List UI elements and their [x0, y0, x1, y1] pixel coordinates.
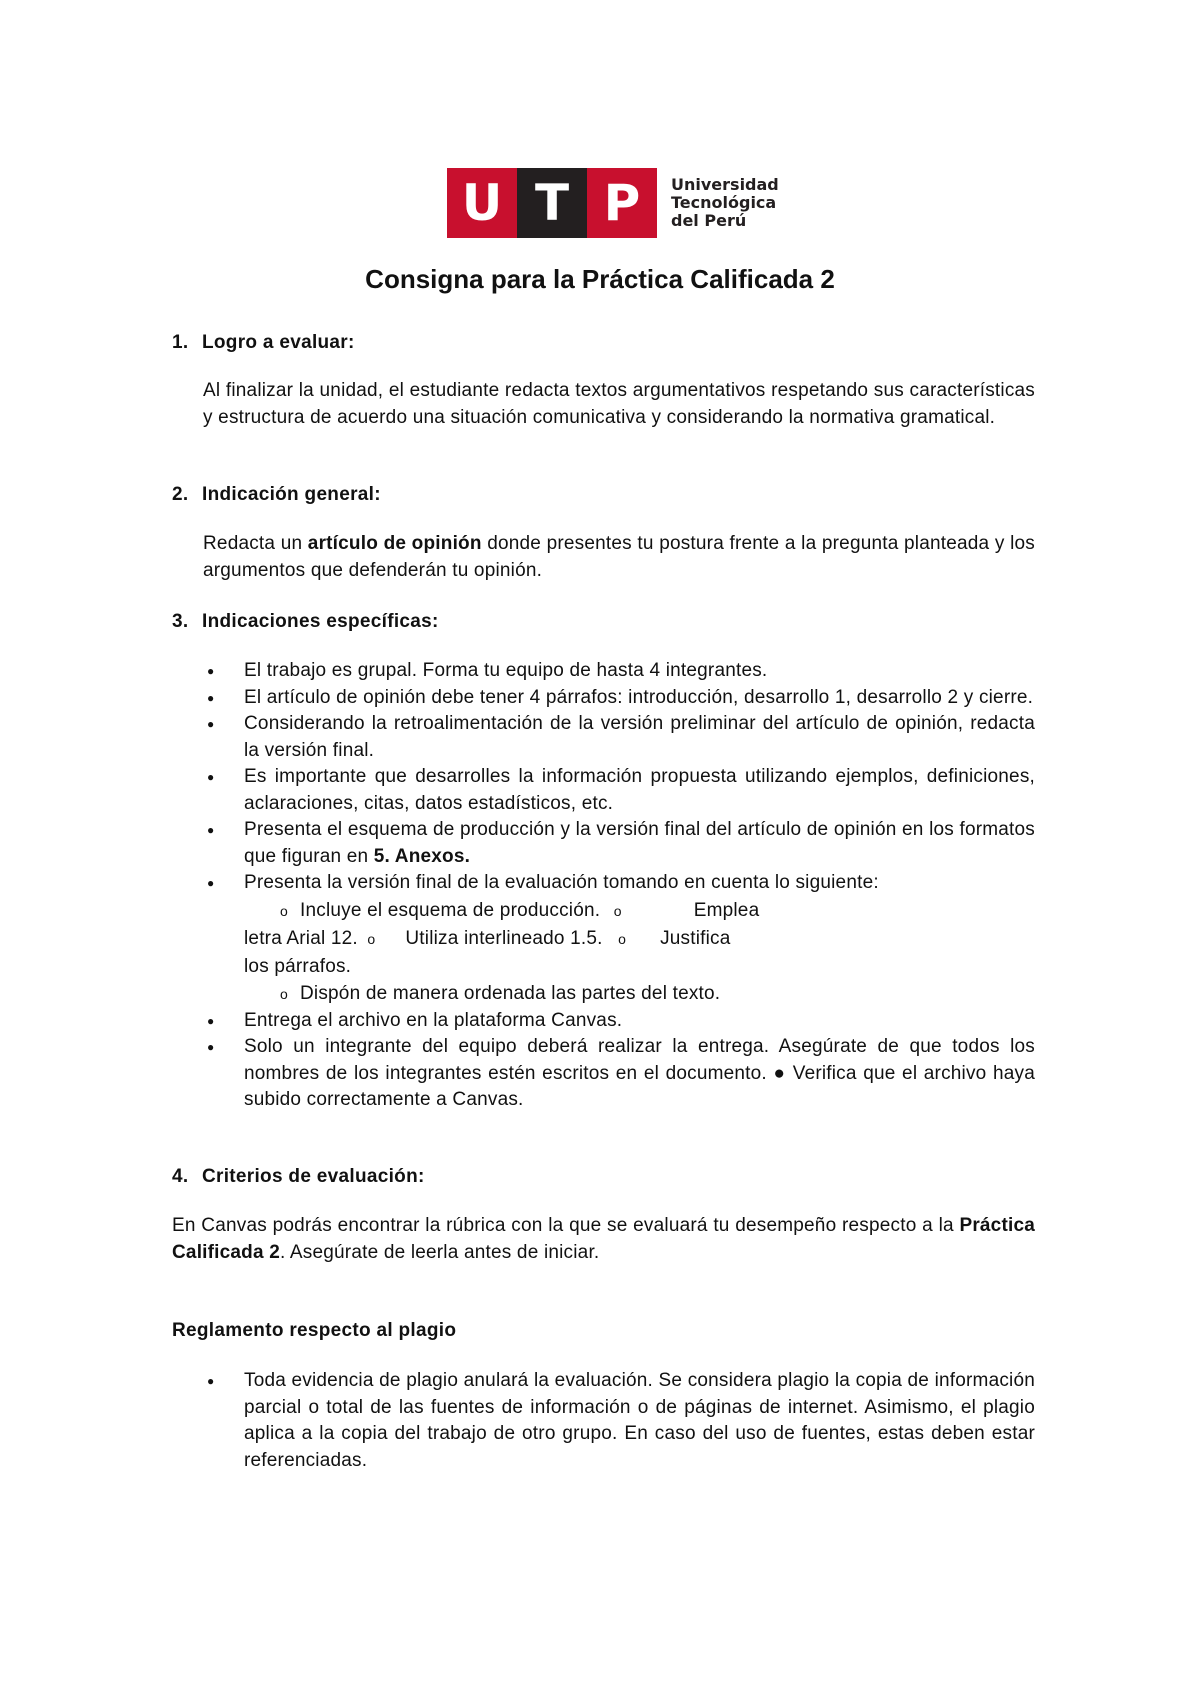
utp-logo	[447, 168, 779, 238]
list-item	[203, 1008, 1035, 1035]
sub-item-text: Dispón de manera ordenada las partes del texto.	[300, 982, 721, 1004]
list-item	[203, 658, 1035, 685]
bullet-icon: ●	[207, 823, 215, 837]
list-item	[203, 711, 1035, 764]
sub-item-text: los párrafos.	[244, 955, 352, 977]
sub-bullet-icon: o	[280, 902, 288, 919]
bullet-icon: ●	[207, 717, 215, 731]
section-4-number: 4.	[172, 1166, 189, 1187]
section-4-text-bold: Práctica Calificada 2	[172, 1215, 1035, 1263]
list-item	[203, 764, 1035, 817]
list-item-text: Presenta el esquema de producción y la versión final del artículo de opinión en los formatos que figuran en	[244, 819, 1035, 867]
section-4-text-end: . Asegúrate de leerla antes de iniciar.	[280, 1241, 600, 1263]
bullet-icon: ●	[207, 690, 215, 705]
list-item-text: Solo un integrante del equipo deberá realizar la entrega. Asegúrate de que todos los nombres de los integrantes estén escritos en el documento. ● Verifica que el archivo haya subido correctamente a Canvas.	[244, 1036, 1035, 1110]
list-item	[203, 870, 1035, 1008]
sub-bullet-icon: o	[367, 930, 376, 947]
section-4-text	[172, 1213, 1035, 1266]
sub-list-line-4	[244, 980, 1035, 1008]
section-4-heading	[172, 1166, 425, 1188]
section-4-text-start: En Canvas podrás encontrar la rúbrica con la que se evaluará tu desempeño respecto a la	[172, 1215, 960, 1236]
logo-letter-t: T	[517, 168, 587, 238]
document-title: Consigna para la Práctica Calificada 2	[365, 264, 835, 294]
list-item-text: Es importante que desarrolles la información propuesta utilizando ejemplos, definiciones, aclaraciones, citas, datos estadísticos, etc.	[244, 766, 1035, 814]
section-1-number: 1.	[172, 332, 189, 353]
bullet-icon: ●	[207, 770, 215, 784]
section-3-number: 3.	[172, 611, 189, 632]
bullet-icon: ●	[207, 1013, 215, 1028]
plagio-list	[203, 1368, 1035, 1474]
logo-line-3: del Perú	[671, 211, 747, 230]
logo-line-2: Tecnológica	[671, 193, 777, 212]
sub-bullet-icon: o	[613, 902, 622, 919]
list-item-text: Entrega el archivo en la plataforma Canvas.	[244, 1009, 623, 1031]
section-2-text-end: donde presentes tu postura frente a la pregunta planteada y los argumentos que defenderán tu opinión.	[203, 533, 1035, 581]
section-2-text	[203, 531, 1035, 584]
section-1-text: Al finalizar la unidad, el estudiante redacta textos argumentativos respetando sus características y estructura de acuerdo una situación comunicativa y considerando la normativa gramatical.	[203, 380, 1035, 428]
section-2-heading	[172, 484, 381, 506]
sub-item-text: Incluye el esquema de producción.	[300, 899, 601, 921]
logo-letter-u: U	[447, 168, 517, 238]
section-1-title: Logro a evaluar:	[202, 332, 355, 353]
bullet-icon: ●	[207, 664, 215, 678]
bullet-icon: ●	[207, 876, 215, 890]
sub-item-text: Justifica	[660, 927, 731, 949]
sub-item-text: Emplea	[693, 899, 760, 921]
anexos-reference: 5. Anexos.	[373, 845, 471, 867]
section-2-text-start: Redacta un	[203, 533, 308, 554]
section-3-title: Indicaciones específicas:	[202, 611, 439, 632]
section-2-number: 2.	[172, 484, 189, 505]
plagio-heading: Reglamento respecto al plagio	[172, 1320, 457, 1341]
sub-item-text: letra Arial 12.	[244, 927, 358, 949]
list-item	[203, 1368, 1035, 1474]
list-item	[203, 1034, 1035, 1114]
list-item-text: Toda evidencia de plagio anulará la evaluación. Se considera plagio la copia de información parcial o total de las fuentes de información o de páginas de internet. Asimismo, el plagio aplica a la copia del trabajo de otro grupo. En caso del uso de fuentes, estas deben estar referenciadas.	[244, 1370, 1035, 1471]
sub-list-line-1	[244, 897, 1035, 925]
sub-list-line-2	[244, 925, 1035, 953]
bullet-icon: ●	[207, 1374, 215, 1388]
section-1-heading	[172, 332, 355, 354]
list-item	[203, 817, 1035, 870]
list-item-text: El artículo de opinión debe tener 4 párrafos: introducción, desarrollo 1, desarrollo 2 y cierre.	[244, 686, 1034, 708]
list-item-text: El trabajo es grupal. Forma tu equipo de hasta 4 integrantes.	[244, 660, 768, 681]
section-2-title: Indicación general:	[202, 484, 381, 505]
section-3-list	[203, 658, 1035, 1114]
sub-bullet-icon: o	[618, 930, 627, 947]
section-2-text-bold: artículo de opinión	[307, 533, 482, 554]
bullet-icon: ●	[207, 1040, 215, 1054]
logo-wordmark	[671, 176, 779, 230]
section-4-title: Criterios de evaluación:	[202, 1166, 425, 1187]
list-item-text: Presenta la versión final de la evaluación tomando en cuenta lo siguiente:	[244, 872, 879, 893]
sub-item-text: Utiliza interlineado 1.5.	[405, 927, 603, 949]
logo-letter-p: P	[587, 168, 657, 238]
sub-list-line-3	[244, 953, 1035, 980]
section-3-heading	[172, 611, 439, 633]
sub-bullet-icon: o	[280, 985, 288, 1002]
list-item	[203, 685, 1035, 712]
logo-line-1: Universidad	[671, 175, 779, 194]
list-item-text: Considerando la retroalimentación de la versión preliminar del artículo de opinión, redacta la versión final.	[244, 713, 1035, 761]
